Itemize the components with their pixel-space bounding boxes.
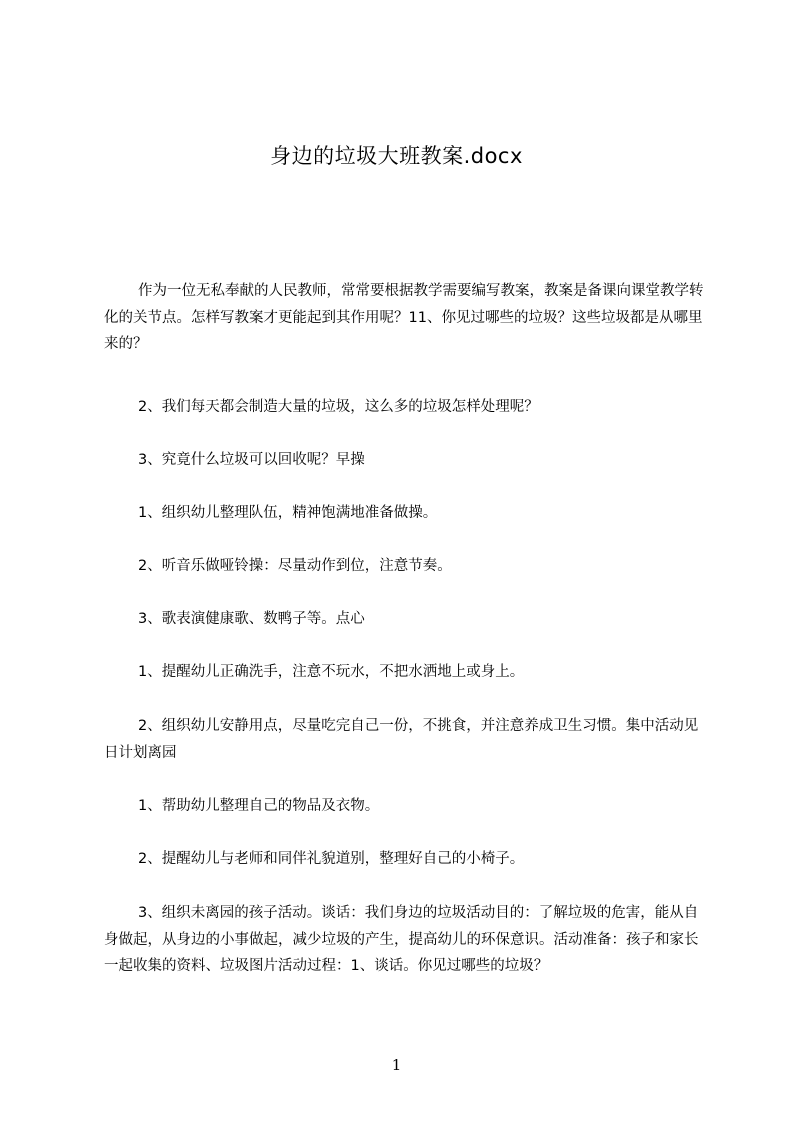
paragraph-5: 2、听音乐做哑铃操：尽量动作到位，注意节奏。 [138,558,452,574]
paragraph-6: 3、歌表演健康歌、数鸭子等。点心 [138,611,365,627]
document-title: 身边的垃圾大班教案.docx [270,144,523,168]
paragraph-10: 2、提醒幼儿与老师和同伴礼貌道别，整理好自己的小椅子。 [138,851,525,867]
paragraph-7: 1、提醒幼儿正确洗手，注意不玩水，不把水洒地上或身上。 [138,664,525,680]
paragraph-9: 1、帮助幼儿整理自己的物品及衣物。 [138,798,380,814]
paragraph-11: 3、组织未离园的孩子活动。谈话：我们身边的垃圾活动目的：了解垃圾的危害，能从自身做起，从身边的小事做起，减少垃圾的产生，提高幼儿的环保意识。活动准备：孩子和家长一起收集的资料、垃圾图片活动过程：1、谈话。你见过哪些的垃圾？ [104,905,699,974]
paragraph-3: 3、究竟什么垃圾可以回收呢？早操 [138,452,365,468]
paragraph-1: 作为一位无私奉献的人民教师，常常要根据教学需要编写教案，教案是备课向课堂教学转化的关节点。怎样写教案才更能起到其作用呢？11、你见过哪些的垃圾？这些垃圾都是从哪里来的？ [104,283,704,352]
page-number: 1 [391,1056,402,1074]
paragraph-8: 2、组织幼儿安静用点，尽量吃完自己一份，不挑食，并注意养成卫生习惯。集中活动见日计划离园 [104,718,699,761]
paragraph-2: 2、我们每天都会制造大量的垃圾，这么多的垃圾怎样处理呢？ [138,399,539,415]
paragraph-4: 1、组织幼儿整理队伍，精神饱满地准备做操。 [138,505,438,521]
